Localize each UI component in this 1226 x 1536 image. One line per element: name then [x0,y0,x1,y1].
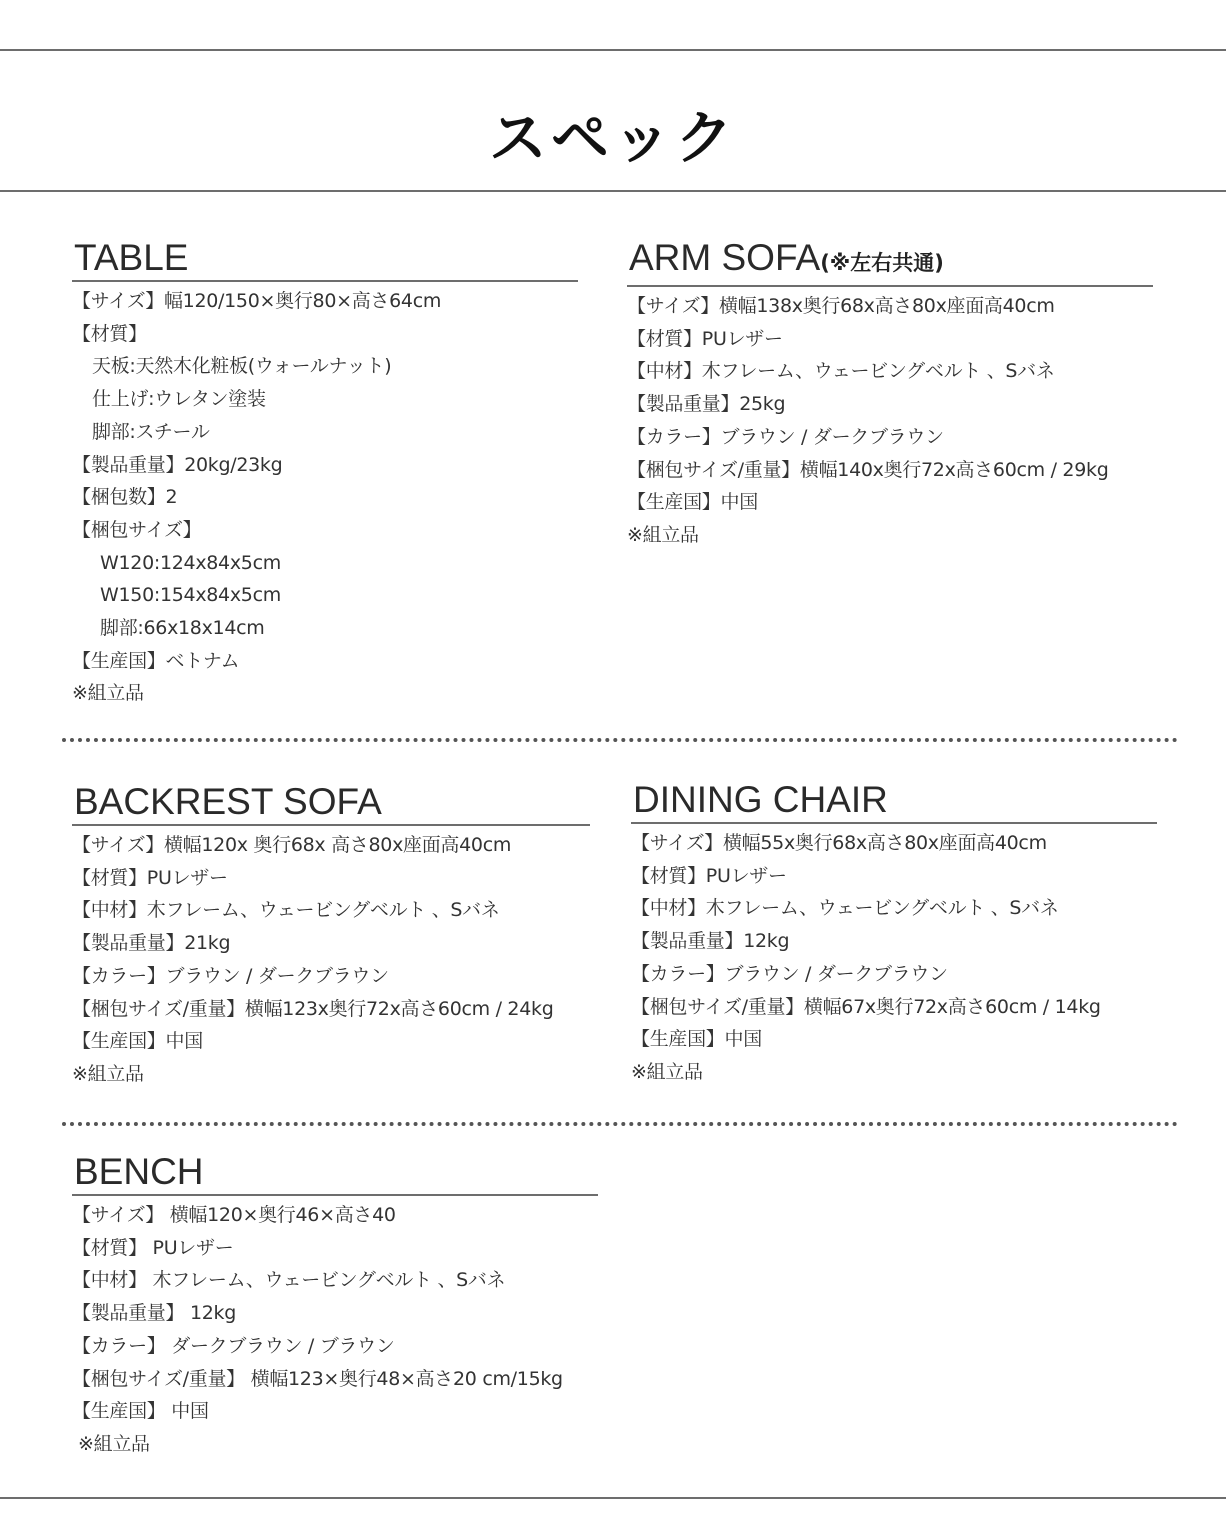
section-title: TABLE [72,236,578,282]
spec-line: ※組立品 [72,682,144,705]
spec-line: 【生産国】中国 [631,1028,762,1051]
spec-line: ※組立品 [72,1062,144,1085]
spec-line: 【中材】木フレーム、ウェービングベルト 、Sバネ [631,897,1059,920]
spec-line: 天板:天然木化粧板(ウォールナット) [92,355,392,378]
spec-line: 【製品重量】25kg [627,393,786,416]
spec-line: 【梱包サイズ/重量】 横幅123×奥行48×高さ20 cm/15kg [72,1367,563,1390]
dotted-divider [62,738,1178,742]
spec-line: 【梱包サイズ/重量】横幅67x奥行72x高さ60cm / 14kg [631,995,1101,1018]
spec-line: 【中材】木フレーム、ウェービングベルト 、Sバネ [72,899,500,922]
spec-line: W150:154x84x5cm [100,584,281,607]
spec-line: ※組立品 [627,523,699,546]
table-spec-section [72,236,578,710]
spec-line: 【カラー】ブラウン / ダークブラウン [631,962,948,985]
spec-line: 【中材】 木フレーム、ウェービングベルト 、Sバネ [72,1269,506,1292]
title-divider [0,190,1226,192]
bench-spec-section [72,1150,598,1461]
section-title: DINING CHAIR [631,778,1157,824]
spec-line: 仕上げ:ウレタン塗装 [92,388,266,411]
spec-line: 【製品重量】12kg [631,930,790,953]
spec-line: 【カラー】 ダークブラウン / ブラウン [72,1334,395,1357]
top-divider [0,49,1226,51]
spec-line: 【生産国】中国 [72,1030,203,1053]
spec-line: 【梱包サイズ/重量】横幅140x奥行72x高さ60cm / 29kg [627,458,1109,481]
section-title: BENCH [72,1150,598,1196]
spec-line: 【生産国】 中国 [72,1400,209,1423]
spec-line: 【サイズ】横幅120x 奥行68x 高さ80x座面高40cm [72,834,512,856]
section-title-text: ARM SOFA [629,237,821,278]
spec-line: 【材質】 [72,322,147,345]
bottom-divider [0,1497,1226,1499]
spec-list [627,290,1153,552]
spec-line: 【梱包サイズ】 [72,518,202,541]
dining-chair-spec-section [631,778,1157,1089]
spec-line: ※組立品 [631,1060,703,1083]
section-title: BACKREST SOFA [72,780,590,826]
spec-line: 【梱包数】2 [72,486,178,509]
spec-line: 脚部:スチール [92,420,210,443]
spec-line: 【生産国】中国 [627,491,758,514]
spec-list [72,829,590,1091]
spec-line: 【材質】 PUレザー [72,1236,234,1259]
spec-line: 【サイズ】幅120/150×奥行80×高さ64cm [72,290,442,312]
spec-line: 【生産国】ベトナム [72,649,240,672]
spec-list [631,827,1157,1089]
section-title [627,236,1153,287]
arm-sofa-spec-section [627,236,1153,552]
spec-line: W120:124x84x5cm [100,551,281,574]
spec-line: 【サイズ】横幅55x奥行68x高さ80x座面高40cm [631,832,1047,854]
spec-line: 【材質】PUレザー [627,327,783,350]
page-title: スペック [488,104,737,172]
backrest-sofa-spec-section [72,780,590,1091]
spec-line: 【カラー】ブラウン / ダークブラウン [72,964,389,987]
section-title-note: (※左右共通) [820,251,944,275]
spec-line: 【サイズ】 横幅120×奥行46×高さ40 [72,1204,396,1226]
dotted-divider [62,1122,1178,1126]
spec-line: 【製品重量】21kg [72,932,231,955]
spec-list [72,1199,598,1461]
spec-line: 【製品重量】20kg/23kg [72,453,283,476]
spec-line: 【サイズ】横幅138x奥行68x高さ80x座面高40cm [627,295,1055,317]
spec-line: 【中材】木フレーム、ウェービングベルト 、Sバネ [627,360,1055,383]
spec-line: 【製品重量】 12kg [72,1302,236,1325]
spec-list [72,285,578,710]
spec-line: 脚部:66x18x14cm [100,617,265,640]
spec-line: 【カラー】ブラウン / ダークブラウン [627,425,944,448]
spec-line: 【梱包サイズ/重量】横幅123x奥行72x高さ60cm / 24kg [72,997,554,1020]
spec-line: 【材質】PUレザー [72,866,228,889]
spec-line: ※組立品 [78,1432,150,1455]
spec-line: 【材質】PUレザー [631,864,787,887]
